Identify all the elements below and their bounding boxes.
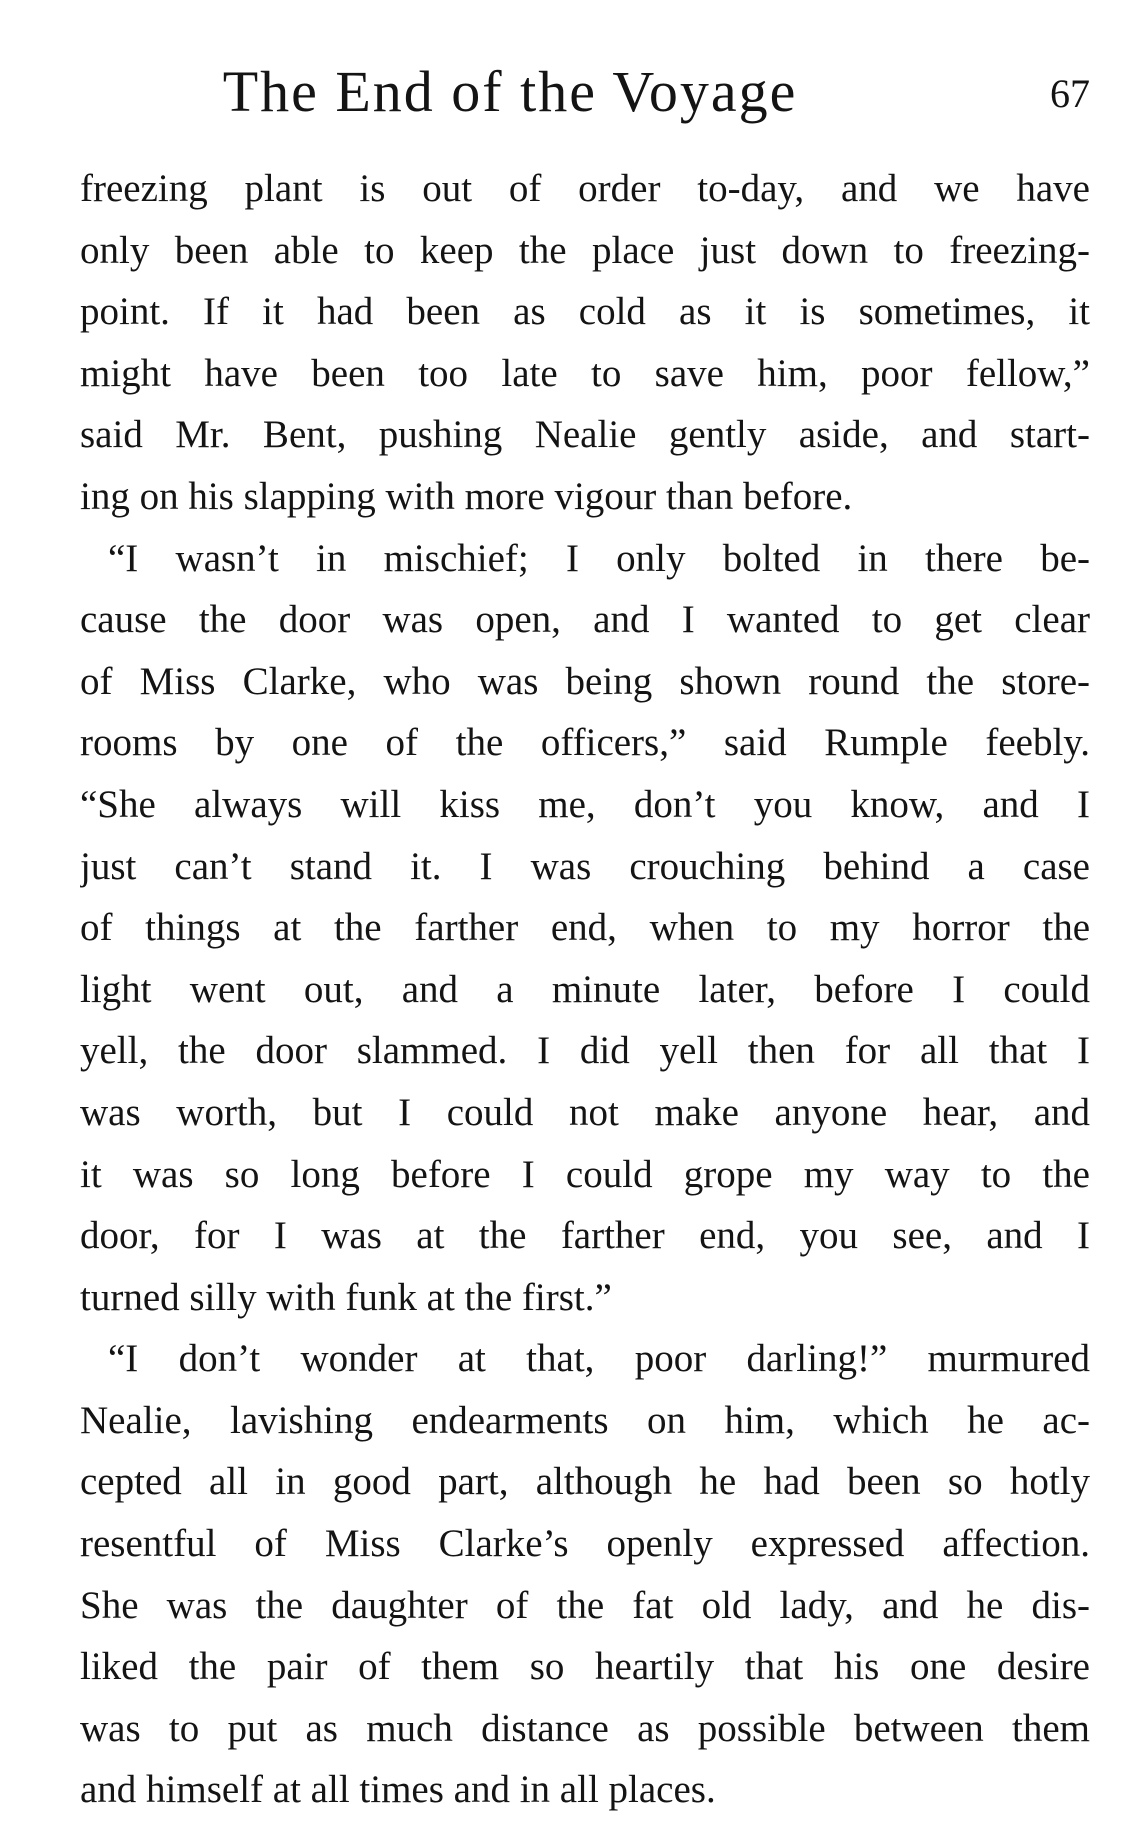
text-line: ing on his slapping with more vigour than before. [80,474,853,518]
text-line: “I don’t wonder at that, poor darling!” murmured [108,1337,1090,1381]
text-line: it was so long before I could grope my way to the [80,1152,1090,1196]
text-line: and himself at all times and in all places. [80,1768,716,1812]
text-line: rooms by one of the officers,” said Rumple feebly. [80,721,1090,765]
text-line: liked the pair of them so heartily that his one desire [80,1645,1090,1689]
text-line: freezing plant is out of order to-day, and we have [80,167,1090,210]
text-line: said Mr. Bent, pushing Nealie gently aside, and start- [80,413,1090,457]
text-line: light went out, and a minute later, before I could [80,967,1090,1011]
text-line: yell, the door slammed. I did yell then for all that I [80,1029,1090,1073]
text-line: was to put as much distance as possible between them [80,1706,1090,1750]
text-line: cepted all in good part, although he had been so hotly [80,1460,1090,1504]
text-line: She was the daughter of the fat old lady, and he dis- [80,1583,1090,1627]
text-line: door, for I was at the farther end, you see, and I [80,1214,1090,1258]
running-head [80,52,1090,132]
text-line: of Miss Clarke, who was being shown round the store- [80,659,1090,703]
book-page [80,0,1090,1847]
text-line: was worth, but I could not make anyone hear, and [80,1090,1090,1134]
text-line: point. If it had been as cold as it is sometimes, it [80,290,1090,334]
text-line: resentful of Miss Clarke’s openly expressed affection. [80,1522,1090,1566]
text-line: only been able to keep the place just down to freezing- [80,228,1090,272]
text-line: Nealie, lavishing endearments on him, which he ac- [80,1398,1090,1442]
text-line: “She always will kiss me, don’t you know, and I [80,782,1090,826]
text-line: cause the door was open, and I wanted to get clear [80,598,1090,642]
running-title: The End of the Voyage [222,59,798,124]
body-text [80,158,1090,1821]
text-line: “I wasn’t in mischief; I only bolted in there be- [108,536,1090,580]
text-line: turned silly with funk at the first.” [80,1275,612,1319]
text-line: just can’t stand it. I was crouching behind a case [80,844,1090,888]
text-line: of things at the farther end, when to my horror the [80,906,1090,950]
text-line: might have been too late to save him, poor fellow,” [80,351,1090,395]
page-number: 67 [1050,71,1090,116]
